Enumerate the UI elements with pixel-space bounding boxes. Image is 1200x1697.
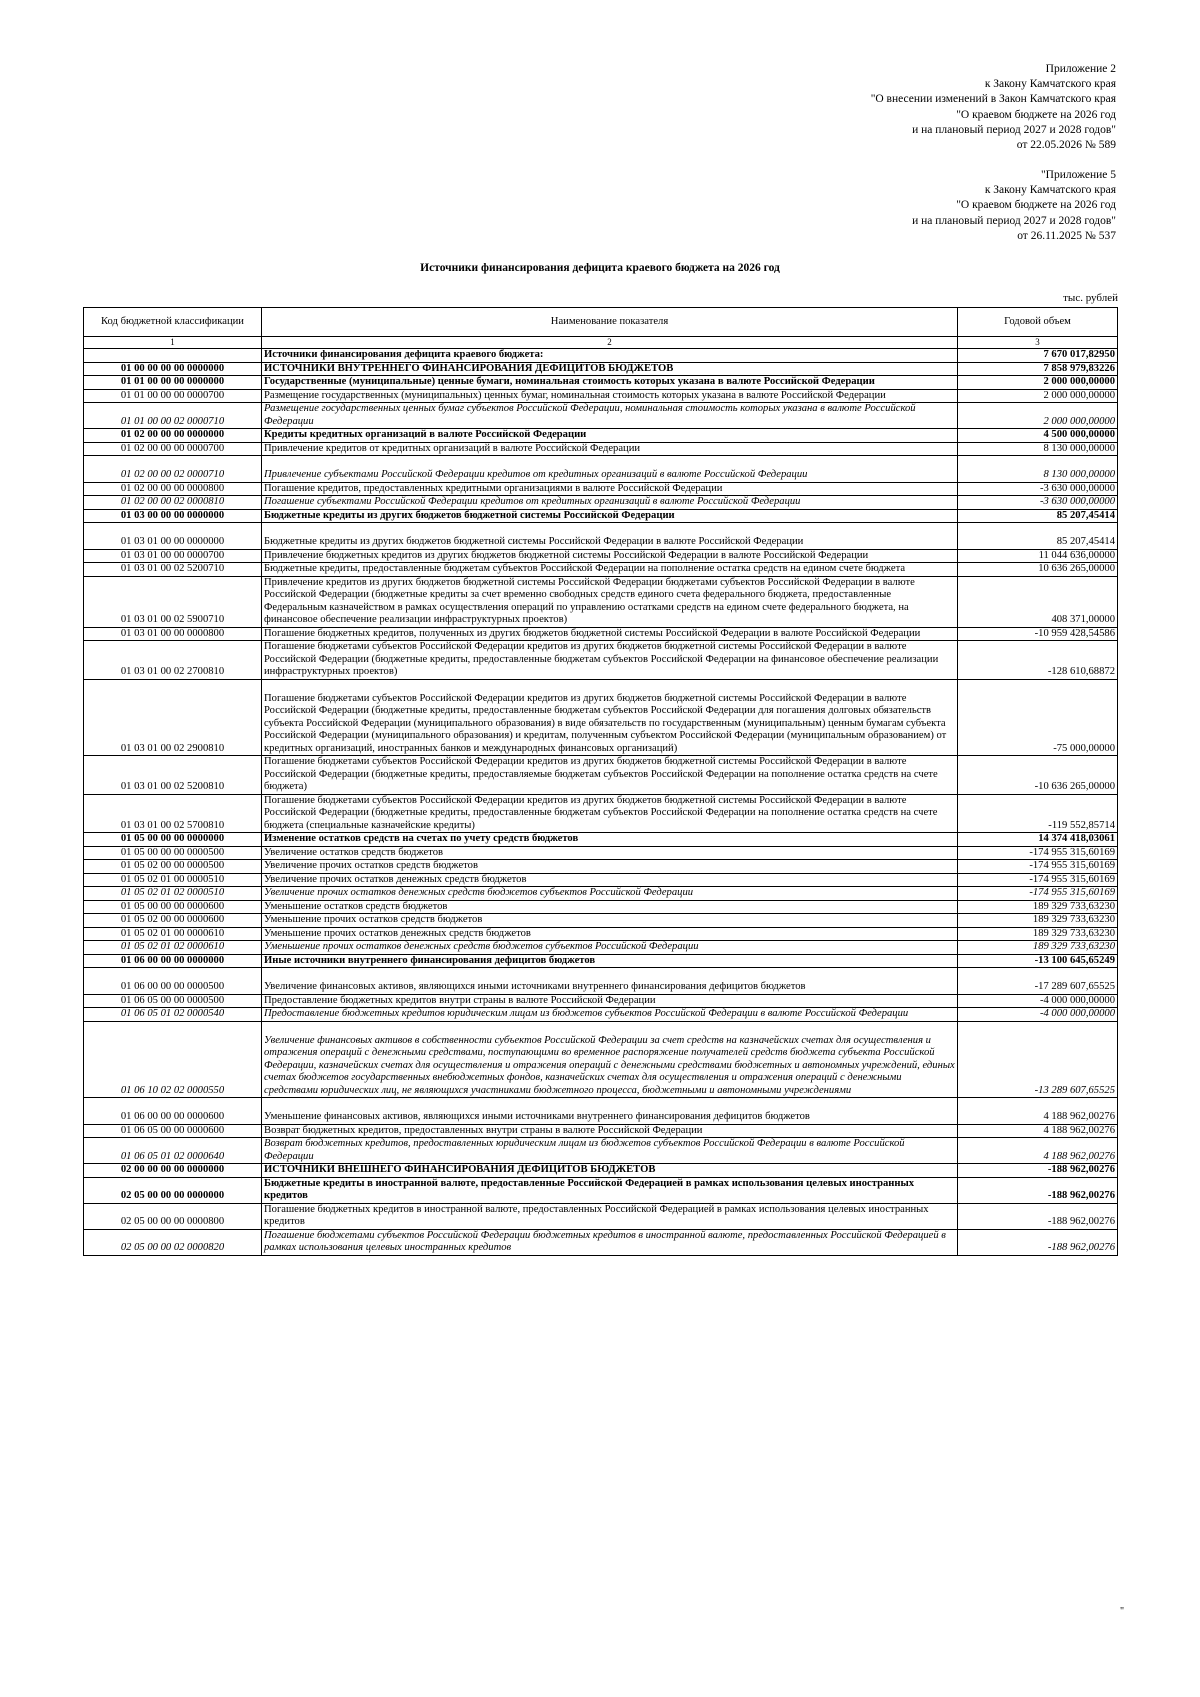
document-title: Источники финансирования дефицита краевого бюджета на 2026 год — [420, 262, 780, 274]
annual-amount-cell: -119 552,85714 — [958, 794, 1118, 833]
annual-amount-cell: -10 636 265,00000 — [958, 756, 1118, 795]
column-header-value: Годовой объем — [958, 308, 1118, 337]
budget-code-cell: 01 05 00 00 00 0000500 — [84, 846, 262, 860]
indicator-name-cell: Бюджетные кредиты, предоставленные бюджетам субъектов Российской Федерации на пополнение остатка средств на едином счете бюджета — [262, 563, 958, 577]
closing-quote: " — [1120, 1606, 1125, 1617]
table-row — [84, 968, 1118, 995]
header-line: от 22.05.2026 № 589 — [1016, 139, 1116, 152]
indicator-name-cell: Уменьшение прочих остатков средств бюджетов — [262, 914, 958, 928]
budget-code-cell: 01 05 02 01 02 0000510 — [84, 887, 262, 901]
table-row — [84, 873, 1118, 887]
header-line: "О краевом бюджете на 2026 год — [956, 108, 1116, 121]
indicator-name-cell: Бюджетные кредиты в иностранной валюте, предоставленные Российской Федерацией в рамках использования целевых иностранных кредитов — [262, 1177, 958, 1203]
budget-code-cell: 01 01 00 00 02 0000710 — [84, 403, 262, 429]
budget-code-cell: 01 01 00 00 00 0000000 — [84, 376, 262, 390]
header-line: и на плановый период 2027 и 2028 годов" — [912, 123, 1116, 136]
annual-amount-cell: -4 000 000,00000 — [958, 994, 1118, 1008]
indicator-name-cell: Погашение бюджетных кредитов, полученных из других бюджетов бюджетной системы Российской Федерации в валюте Российской Федерации — [262, 627, 958, 641]
table-row — [84, 496, 1118, 510]
table-row — [84, 794, 1118, 833]
budget-code-cell: 01 06 05 01 02 0000540 — [84, 1008, 262, 1022]
appendix-header-original — [912, 168, 1116, 244]
indicator-name-cell: Погашение кредитов, предоставленных кредитными организациями в валюте Российской Федерации — [262, 482, 958, 496]
indicator-name-cell: Погашение бюджетами субъектов Российской Федерации кредитов из других бюджетов бюджетной системы Российской Федерации в валюте Российской Федерации (бюджетные кредиты, предоставленные бюджетам субъектов Российской Федерации на пополнение остатка средств на счете бюджета (специальные казначейские кредиты) — [262, 794, 958, 833]
table-header-row — [84, 308, 1118, 337]
annual-amount-cell: 2 000 000,00000 — [958, 376, 1118, 390]
annual-amount-cell: -174 955 315,60169 — [958, 846, 1118, 860]
table-row — [84, 860, 1118, 874]
indicator-name-cell: Кредиты кредитных организаций в валюте Российской Федерации — [262, 429, 958, 443]
budget-code-cell: 02 00 00 00 00 0000000 — [84, 1164, 262, 1178]
annual-amount-cell: 408 371,00000 — [958, 576, 1118, 627]
budget-code-cell: 01 05 02 01 02 0000610 — [84, 941, 262, 955]
table-row — [84, 1164, 1118, 1178]
annual-amount-cell: -174 955 315,60169 — [958, 887, 1118, 901]
budget-code-cell: 02 05 00 00 02 0000820 — [84, 1229, 262, 1255]
budget-code-cell: 01 05 02 01 00 0000510 — [84, 873, 262, 887]
indicator-name-cell: ИСТОЧНИКИ ВНЕШНЕГО ФИНАНСИРОВАНИЯ ДЕФИЦИТОВ БЮДЖЕТОВ — [262, 1164, 958, 1178]
table-row — [84, 1124, 1118, 1138]
financing-sources-table — [83, 307, 1118, 1256]
table-row — [84, 927, 1118, 941]
annual-amount-cell: 189 329 733,63230 — [958, 914, 1118, 928]
table-row — [84, 403, 1118, 429]
table-row — [84, 1008, 1118, 1022]
table-row — [84, 846, 1118, 860]
indicator-name-cell: Уменьшение прочих остатков денежных средств бюджетов — [262, 927, 958, 941]
annual-amount-cell: -13 289 607,65525 — [958, 1021, 1118, 1098]
annual-amount-cell: 14 374 418,03061 — [958, 833, 1118, 847]
indicator-name-cell: Увеличение финансовых активов в собственности субъектов Российской Федерации за счет средств на казначейских счетах для осуществления и отражения операций с денежными средствами, поступающими во временное распоряжение получателей средств бюджета субъекта Российской Федерации, казначейских счетах для осуществления и отражения операций с денежными средствами бюджетных и автономных учреждений, единых счетах бюджетов государственных внебюджетных фондов, казначейских счетах для осуществления и отражения операций с денежными средствами юридических лиц, не являющихся участниками бюджетного процесса, бюджетными и автономными учреждениями — [262, 1021, 958, 1098]
table-row — [84, 954, 1118, 968]
annual-amount-cell: -13 100 645,65249 — [958, 954, 1118, 968]
table-row — [84, 1177, 1118, 1203]
header-line: Приложение 2 — [1045, 63, 1116, 75]
annual-amount-cell: -174 955 315,60169 — [958, 860, 1118, 874]
indicator-name-cell: Погашение бюджетами субъектов Российской Федерации кредитов из других бюджетов бюджетной системы Российской Федерации в валюте Российской Федерации (бюджетные кредиты, предоставляемые бюджетам субъектов Российской Федерации на пополнение остатка средств на счете бюджета) — [262, 756, 958, 795]
annual-amount-cell: -188 962,00276 — [958, 1229, 1118, 1255]
annual-amount-cell: -10 959 428,54586 — [958, 627, 1118, 641]
indicator-name-cell: Возврат бюджетных кредитов, предоставленных юридическим лицам из бюджетов субъектов Российской Федерации в валюте Российской Федерации — [262, 1138, 958, 1164]
table-row — [84, 482, 1118, 496]
column-number: 1 — [84, 337, 262, 349]
annual-amount-cell: 11 044 636,00000 — [958, 549, 1118, 563]
budget-code-cell: 01 06 05 01 02 0000640 — [84, 1138, 262, 1164]
indicator-name-cell: Размещение государственных (муниципальных) ценных бумаг, номинальная стоимость которых указана в валюте Российской Федерации — [262, 389, 958, 403]
indicator-name-cell: Увеличение прочих остатков денежных средств бюджетов субъектов Российской Федерации — [262, 887, 958, 901]
budget-code-cell: 01 03 01 00 00 0000700 — [84, 549, 262, 563]
budget-code-cell: 01 06 05 00 00 0000600 — [84, 1124, 262, 1138]
annual-amount-cell: 4 188 962,00276 — [958, 1138, 1118, 1164]
budget-code-cell: 01 03 01 00 00 0000000 — [84, 523, 262, 550]
table-row — [84, 1229, 1118, 1255]
table-row — [84, 442, 1118, 456]
budget-code-cell: 01 03 01 00 00 0000800 — [84, 627, 262, 641]
indicator-name-cell: Привлечение кредитов от кредитных организаций в валюте Российской Федерации — [262, 442, 958, 456]
annual-amount-cell: 189 329 733,63230 — [958, 927, 1118, 941]
budget-code-cell — [84, 349, 262, 363]
table-row — [84, 914, 1118, 928]
indicator-name-cell: Привлечение бюджетных кредитов из других бюджетов бюджетной системы Российской Федерации в валюте Российской Федерации — [262, 549, 958, 563]
header-line: и на плановый период 2027 и 2028 годов" — [912, 214, 1116, 227]
budget-code-cell: 01 05 02 00 00 0000600 — [84, 914, 262, 928]
indicator-name-cell: Увеличение финансовых активов, являющихся иными источниками внутреннего финансирования дефицитов бюджетов — [262, 968, 958, 995]
budget-code-cell: 01 06 10 02 02 0000550 — [84, 1021, 262, 1098]
table-row — [84, 641, 1118, 680]
table-row — [84, 756, 1118, 795]
annual-amount-cell: 2 000 000,00000 — [958, 389, 1118, 403]
indicator-name-cell: Привлечение субъектами Российской Федерации кредитов от кредитных организаций в валюте Российской Федерации — [262, 456, 958, 483]
indicator-name-cell: ИСТОЧНИКИ ВНУТРЕННЕГО ФИНАНСИРОВАНИЯ ДЕФИЦИТОВ БЮДЖЕТОВ — [262, 362, 958, 376]
indicator-name-cell: Бюджетные кредиты из других бюджетов бюджетной системы Российской Федерации в валюте Российской Федерации — [262, 523, 958, 550]
table-row — [84, 887, 1118, 901]
header-line: "О внесении изменений в Закон Камчатского края — [870, 93, 1116, 106]
annual-amount-cell: 8 130 000,00000 — [958, 456, 1118, 483]
table-row — [84, 376, 1118, 390]
table-row — [84, 1203, 1118, 1229]
annual-amount-cell: 8 130 000,00000 — [958, 442, 1118, 456]
annual-amount-cell: -4 000 000,00000 — [958, 1008, 1118, 1022]
table-row — [84, 941, 1118, 955]
budget-code-cell: 01 05 02 01 00 0000610 — [84, 927, 262, 941]
annual-amount-cell: -75 000,00000 — [958, 679, 1118, 756]
table-row — [84, 523, 1118, 550]
indicator-name-cell: Погашение субъектами Российской Федерации кредитов от кредитных организаций в валюте Российской Федерации — [262, 496, 958, 510]
indicator-name-cell: Уменьшение финансовых активов, являющихся иными источниками внутреннего финансирования дефицитов бюджетов — [262, 1098, 958, 1125]
indicator-name-cell: Погашение бюджетами субъектов Российской Федерации кредитов из других бюджетов бюджетной системы Российской Федерации в валюте Российской Федерации (бюджетные кредиты, предоставленные бюджетам субъектов Российской Федерации на финансовое обеспечение реализации инфраструктурных проектов) — [262, 641, 958, 680]
table-row — [84, 994, 1118, 1008]
indicator-name-cell: Бюджетные кредиты из других бюджетов бюджетной системы Российской Федерации — [262, 509, 958, 523]
units-label: тыс. рублей — [1063, 292, 1118, 304]
indicator-name-cell: Уменьшение остатков средств бюджетов — [262, 900, 958, 914]
table-row — [84, 429, 1118, 443]
annual-amount-cell: -3 630 000,00000 — [958, 482, 1118, 496]
annual-amount-cell: 4 188 962,00276 — [958, 1124, 1118, 1138]
table-row — [84, 1098, 1118, 1125]
column-number: 3 — [958, 337, 1118, 349]
annual-amount-cell: 4 188 962,00276 — [958, 1098, 1118, 1125]
annual-amount-cell: -174 955 315,60169 — [958, 873, 1118, 887]
budget-code-cell: 01 03 01 00 02 5700810 — [84, 794, 262, 833]
budget-code-cell: 01 06 05 00 00 0000500 — [84, 994, 262, 1008]
budget-code-cell: 01 02 00 00 00 0000800 — [84, 482, 262, 496]
header-line: от 26.11.2025 № 537 — [1017, 229, 1116, 242]
budget-code-cell: 01 02 00 00 00 0000700 — [84, 442, 262, 456]
budget-code-cell: 01 03 01 00 02 5200810 — [84, 756, 262, 795]
budget-code-cell: 01 03 01 00 02 5200710 — [84, 563, 262, 577]
indicator-name-cell: Погашение бюджетами субъектов Российской Федерации бюджетных кредитов в иностранной валюте, предоставленных Российской Федерацией в рамках использования целевых иностранных кредитов — [262, 1229, 958, 1255]
annual-amount-cell: 189 329 733,63230 — [958, 941, 1118, 955]
table-row — [84, 900, 1118, 914]
indicator-name-cell: Уменьшение прочих остатков денежных средств бюджетов субъектов Российской Федерации — [262, 941, 958, 955]
indicator-name-cell: Изменение остатков средств на счетах по учету средств бюджетов — [262, 833, 958, 847]
annual-amount-cell: -128 610,68872 — [958, 641, 1118, 680]
indicator-name-cell: Увеличение прочих остатков средств бюджетов — [262, 860, 958, 874]
indicator-name-cell: Увеличение остатков средств бюджетов — [262, 846, 958, 860]
annual-amount-cell: -188 962,00276 — [958, 1164, 1118, 1178]
budget-code-cell: 01 06 00 00 00 0000500 — [84, 968, 262, 995]
header-line: к Закону Камчатского края — [984, 78, 1116, 91]
budget-code-cell: 01 05 00 00 00 0000000 — [84, 833, 262, 847]
table-row — [84, 362, 1118, 376]
budget-code-cell: 02 05 00 00 00 0000800 — [84, 1203, 262, 1229]
indicator-name-cell: Государственные (муниципальные) ценные бумаги, номинальная стоимость которых указана в валюте Российской Федерации — [262, 376, 958, 390]
indicator-name-cell: Погашение бюджетами субъектов Российской Федерации кредитов из других бюджетов бюджетной системы Российской Федерации в валюте Российской Федерации (бюджетные кредиты, предоставленные бюджетам субъектов Российской Федерации для погашения долговых обязательств субъекта Российской Федерации (муниципального образования) в виде обязательств по государственным (муниципальным) ценным бумагам субъекта Российской Федерации (муниципального образования) и кредитам, полученным субъектом Российской Федерации (муниципальным образованием) от кредитных организаций, иностранных банков и международных финансовых организаций) — [262, 679, 958, 756]
budget-code-cell: 01 01 00 00 00 0000700 — [84, 389, 262, 403]
budget-code-cell: 01 05 02 00 00 0000500 — [84, 860, 262, 874]
budget-code-cell: 01 03 01 00 02 5900710 — [84, 576, 262, 627]
annual-amount-cell: -3 630 000,00000 — [958, 496, 1118, 510]
budget-code-cell: 01 00 00 00 00 0000000 — [84, 362, 262, 376]
column-header-name: Наименование показателя — [262, 308, 958, 337]
appendix-header-current — [871, 62, 1116, 153]
header-line: "Приложение 5 — [1040, 169, 1116, 181]
column-number: 2 — [262, 337, 958, 349]
budget-code-cell: 02 05 00 00 00 0000000 — [84, 1177, 262, 1203]
indicator-name-cell: Привлечение кредитов из других бюджетов бюджетной системы Российской Федерации бюджетами субъектов Российской Федерации в валюте Российской Федерации (бюджетные кредиты за счет временно свободных средств единого счета федерального бюджета, предоставленные Федеральным казначейством в рамках осуществления операций по управлению остатками средств на едином счете федерального бюджета, на финансовое обеспечение реализации инфраструктурных проектов) — [262, 576, 958, 627]
indicator-name-cell: Погашение бюджетных кредитов в иностранной валюте, предоставленных Российской Федерацией в рамках использования целевых иностранных кредитов — [262, 1203, 958, 1229]
table-body — [84, 349, 1118, 1256]
budget-code-cell: 01 05 00 00 00 0000600 — [84, 900, 262, 914]
indicator-name-cell: Предоставление бюджетных кредитов юридическим лицам из бюджетов субъектов Российской Федерации в валюте Российской Федерации — [262, 1008, 958, 1022]
annual-amount-cell: -188 962,00276 — [958, 1203, 1118, 1229]
indicator-name-cell: Возврат бюджетных кредитов, предоставленных внутри страны в валюте Российской Федерации — [262, 1124, 958, 1138]
indicator-name-cell: Увеличение прочих остатков денежных средств бюджетов — [262, 873, 958, 887]
annual-amount-cell: 7 858 979,83226 — [958, 362, 1118, 376]
annual-amount-cell: 2 000 000,00000 — [958, 403, 1118, 429]
column-numbers-row — [84, 337, 1118, 349]
table-row — [84, 456, 1118, 483]
annual-amount-cell: 85 207,45414 — [958, 509, 1118, 523]
table-row — [84, 576, 1118, 627]
budget-code-cell: 01 03 01 00 02 2700810 — [84, 641, 262, 680]
budget-code-cell: 01 02 00 00 02 0000810 — [84, 496, 262, 510]
table-row — [84, 509, 1118, 523]
annual-amount-cell: 4 500 000,00000 — [958, 429, 1118, 443]
indicator-name-cell: Размещение государственных ценных бумаг субъектов Российской Федерации, номинальная стоимость которых указана в валюте Российской Федерации — [262, 403, 958, 429]
header-line: к Закону Камчатского края — [984, 184, 1116, 197]
budget-code-cell: 01 06 00 00 00 0000000 — [84, 954, 262, 968]
indicator-name-cell: Источники финансирования дефицита краевого бюджета: — [262, 349, 958, 363]
budget-code-cell: 01 02 00 00 02 0000710 — [84, 456, 262, 483]
table-row — [84, 679, 1118, 756]
table-row — [84, 1021, 1118, 1098]
annual-amount-cell: 189 329 733,63230 — [958, 900, 1118, 914]
indicator-name-cell: Иные источники внутреннего финансирования дефицитов бюджетов — [262, 954, 958, 968]
annual-amount-cell: -188 962,00276 — [958, 1177, 1118, 1203]
table-row — [84, 349, 1118, 363]
table-row — [84, 549, 1118, 563]
table-row — [84, 389, 1118, 403]
header-line: "О краевом бюджете на 2026 год — [956, 199, 1116, 212]
annual-amount-cell: 85 207,45414 — [958, 523, 1118, 550]
annual-amount-cell: 7 670 017,82950 — [958, 349, 1118, 363]
annual-amount-cell: 10 636 265,00000 — [958, 563, 1118, 577]
table-row — [84, 627, 1118, 641]
table-row — [84, 1138, 1118, 1164]
budget-code-cell: 01 06 00 00 00 0000600 — [84, 1098, 262, 1125]
column-header-code: Код бюджетной классификации — [84, 308, 262, 337]
budget-code-cell: 01 03 00 00 00 0000000 — [84, 509, 262, 523]
annual-amount-cell: -17 289 607,65525 — [958, 968, 1118, 995]
budget-code-cell: 01 02 00 00 00 0000000 — [84, 429, 262, 443]
indicator-name-cell: Предоставление бюджетных кредитов внутри страны в валюте Российской Федерации — [262, 994, 958, 1008]
table-row — [84, 563, 1118, 577]
budget-code-cell: 01 03 01 00 02 2900810 — [84, 679, 262, 756]
table-row — [84, 833, 1118, 847]
